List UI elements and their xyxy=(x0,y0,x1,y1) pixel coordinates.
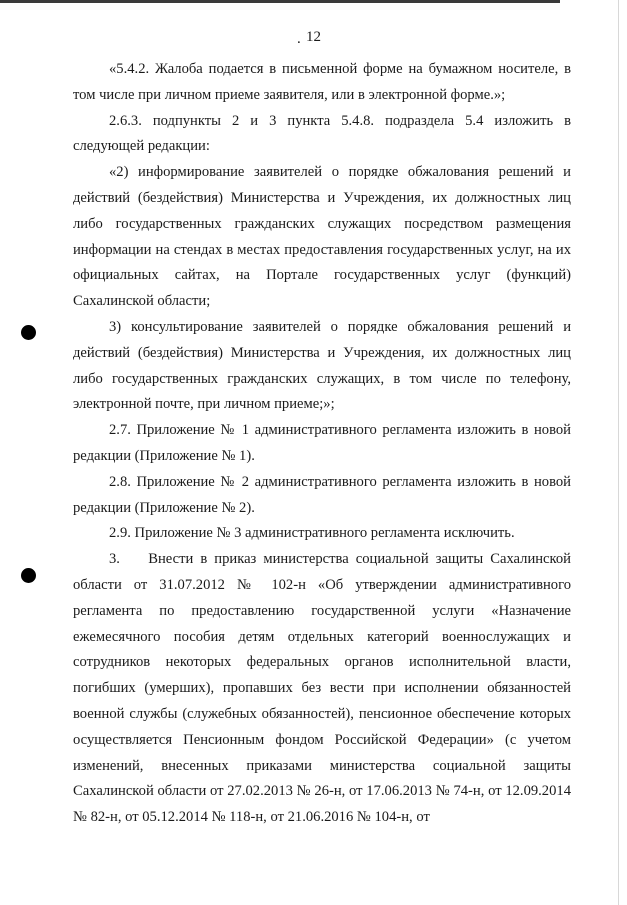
paragraph-2-8: 2.8. Приложение № 2 административного регламента изложить в новой редакции (Приложение № 2). xyxy=(73,473,571,516)
paragraph-subpoint-3: 3) консультирование заявителей о порядке обжалования решений и действий (бездействия) Министерства и Учреждения, их должностных лиц либо государственных гражданских служащих, в том числе по телефону, электронной почте, при личном приеме;»; xyxy=(73,318,571,413)
scan-top-border xyxy=(0,0,560,3)
scan-right-edge xyxy=(618,0,619,905)
paragraph-2-7: 2.7. Приложение № 1 административного регламента изложить в новой редакции (Приложение № 1). xyxy=(73,422,571,464)
paragraph-5-4-2: «5.4.2. Жалоба подается в письменной форме на бумажном носителе, в том числе при личном приеме заявителя, или в электронной форме.»; xyxy=(73,61,571,103)
paragraph-2-6-3: 2.6.3. подпункты 2 и 3 пункта 5.4.8. подраздела 5.4 изложить в следующей редакции: xyxy=(73,112,571,155)
paragraph-subpoint-2: «2) информирование заявителей о порядке обжалования решений и действий (бездействия) Министерства и Учреждения, их должностных лиц либо государственных гражданских служащих посредством размещения информации на стендах в местах предоставления государственных услуг, на их официальных сайтах, на Портале государственных услуг (функций) Сахалинской области; xyxy=(73,164,571,310)
page-number: 12 xyxy=(306,29,321,45)
punch-hole-icon xyxy=(21,568,36,583)
paragraph-2-9: 2.9. Приложение № 3 административного регламента исключить. xyxy=(109,525,515,542)
page-dot-mark: . xyxy=(297,31,301,47)
document-body xyxy=(73,57,571,831)
paragraph-3: 3. Внести в приказ министерства социальной защиты Сахалинской области от 31.07.2012 № 102-н «Об утверждении административного регламента по предоставлению государственной услуги «Назначение ежемесячного пособия детям отдельных категорий военнослужащих и сотрудников некоторых федеральных органов исполнительной власти, погибших (умерших), пропавших без вести при исполнении обязанностей военной службы (служебных обязанностей), пенсионное обеспечение которых осуществляется Пенсионным фондом Российской Федерации» (с учетом изменений, внесенных приказами министерства социальной защиты Сахалинской области от 27.02.2013 № 26-н, от 17.06.2013 № 74-н, от 12.09.2014 № 82-н, от 05.12.2014 № 118-н, от 21.06.2016 № 104-н, от xyxy=(73,551,571,826)
punch-hole-icon xyxy=(21,325,36,340)
